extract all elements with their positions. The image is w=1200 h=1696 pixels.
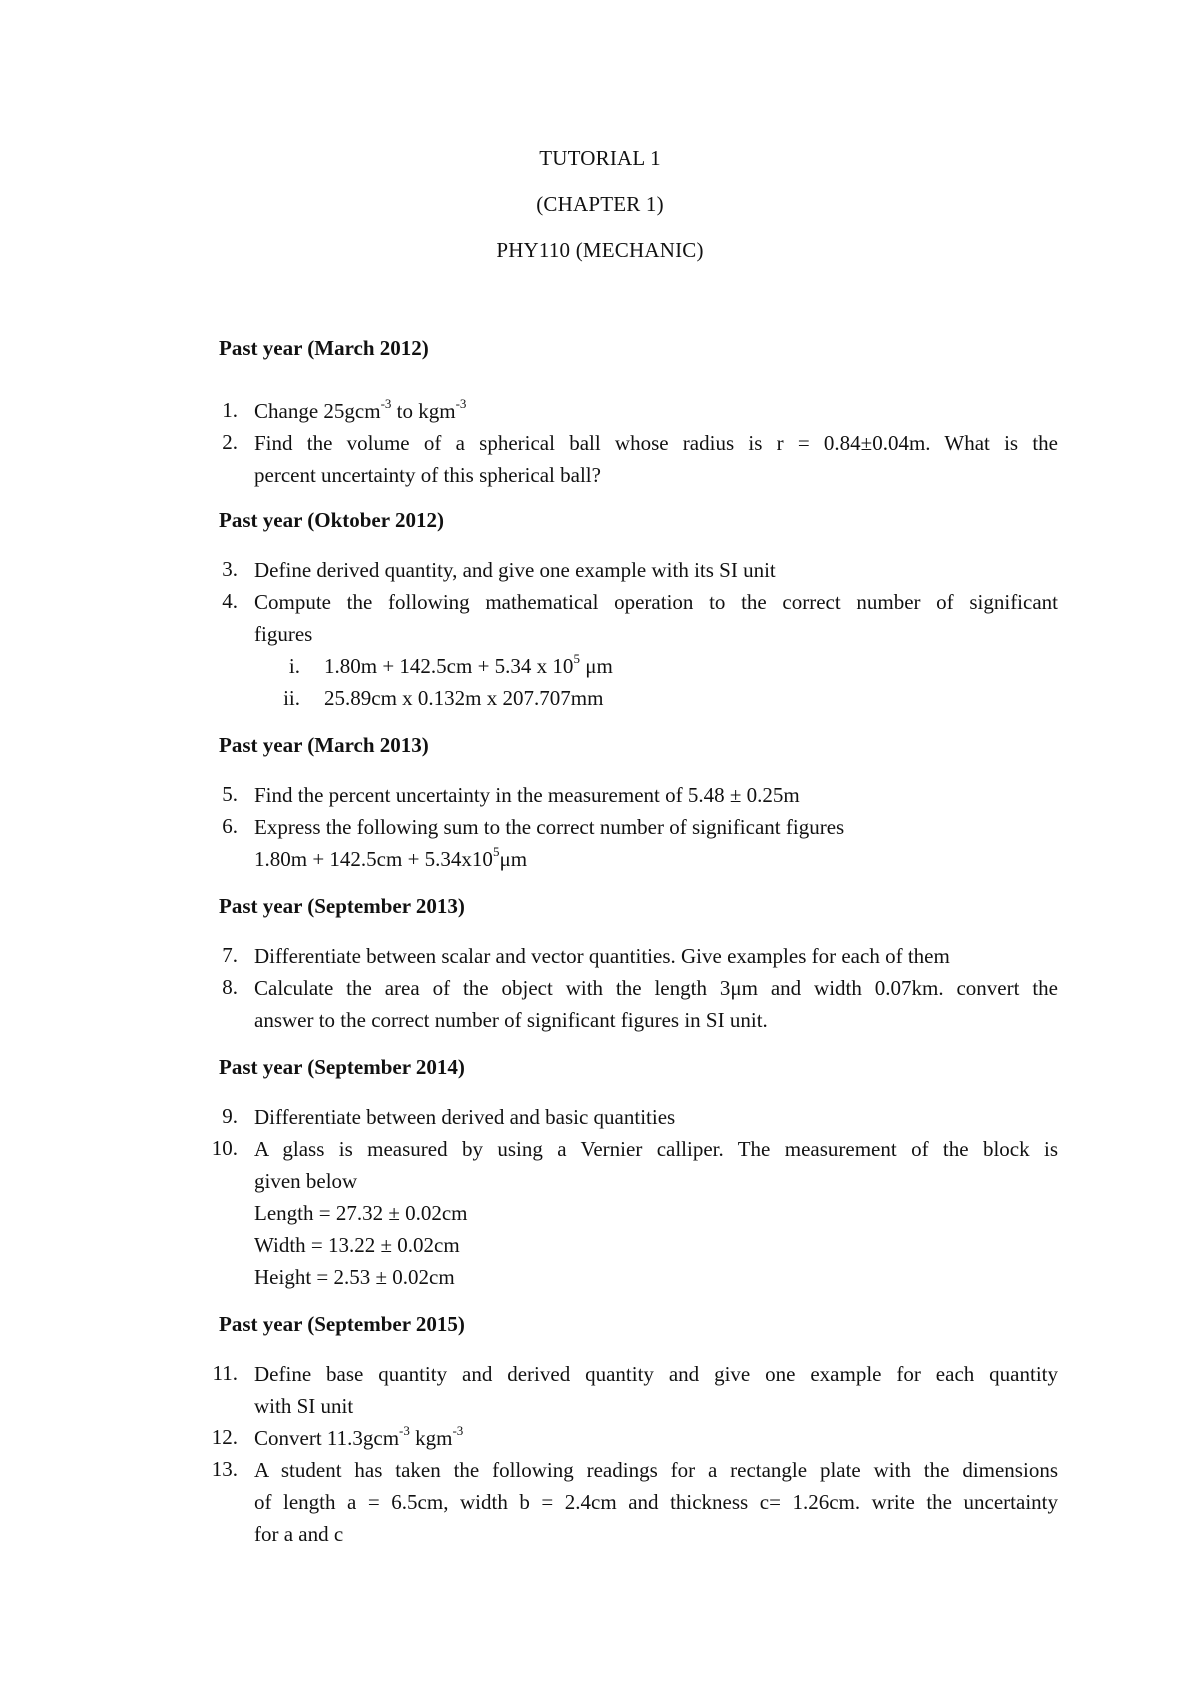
question-6-line-1: Express the following sum to the correct number of significant figures: [254, 815, 845, 839]
question-4-line-1: Compute the following mathematical operation to the correct number of significant: [254, 590, 1058, 614]
question-13-line-2: of length a = 6.5cm, width b = 2.4cm and thickness c= 1.26cm. write the uncertainty: [254, 1490, 1058, 1514]
question-number-9: 9.: [222, 1104, 238, 1128]
question-10-line-5: Height = 2.53 ± 0.02cm: [254, 1265, 455, 1289]
question-number-7: 7.: [222, 943, 238, 967]
question-11-line-1: Define base quantity and derived quantity and give one example for each quantity: [254, 1362, 1058, 1386]
question-number-6: 6.: [222, 814, 238, 838]
question-1-exp-b: -3: [455, 396, 467, 411]
question-number-3: 3.: [222, 557, 238, 581]
question-3-line-1: Define derived quantity, and give one example with its SI unit: [254, 558, 776, 582]
question-2-line-1: Find the volume of a spherical ball whose radius is r = 0.84±0.04m. What is the: [254, 431, 1058, 455]
question-12: [254, 1425, 1058, 1451]
section-title-march-2013: Past year (March 2013): [219, 733, 429, 757]
question-12-exp-b: -3: [452, 1423, 464, 1438]
question-12-text-a: Convert 11.3gcm: [254, 1426, 400, 1450]
question-10-line-4: Width = 13.22 ± 0.02cm: [254, 1233, 460, 1257]
question-6-line-2: [254, 846, 1058, 872]
question-number-1: 1.: [222, 398, 238, 422]
question-1-exp-a: -3: [380, 396, 392, 411]
question-7-line-1: Differentiate between scalar and vector quantities. Give examples for each of them: [254, 944, 950, 968]
sub-question-i-text-a: 1.80m + 142.5cm + 5.34 x 10: [324, 654, 574, 678]
question-number-8: 8.: [222, 975, 238, 999]
question-1-text-a: Change 25gcm: [254, 399, 381, 423]
course-title: PHY110 (MECHANIC): [496, 238, 704, 262]
question-9-line-1: Differentiate between derived and basic quantities: [254, 1105, 676, 1129]
question-number-4: 4.: [222, 589, 238, 613]
question-10-line-3: Length = 27.32 ± 0.02cm: [254, 1201, 468, 1225]
sub-question-i-exp: 5: [573, 651, 580, 666]
question-6-text-a: 1.80m + 142.5cm + 5.34x10: [254, 847, 493, 871]
sub-question-ii: 25.89cm x 0.132m x 207.707mm: [324, 686, 604, 710]
question-2-line-2: percent uncertainty of this spherical ball?: [254, 463, 601, 487]
question-12-exp-a: -3: [399, 1423, 410, 1438]
question-number-13: 13.: [211, 1457, 238, 1481]
question-10-line-2: given below: [254, 1169, 358, 1193]
question-number-2: 2.: [222, 430, 238, 454]
section-title-september-2015: Past year (September 2015): [219, 1312, 465, 1336]
question-number-11: 11.: [212, 1361, 238, 1385]
question-6-exp: 5: [492, 844, 500, 859]
question-number-5: 5.: [222, 782, 238, 806]
question-6-text-b: μm: [499, 847, 528, 871]
question-11-line-2: with SI unit: [254, 1394, 354, 1418]
question-10-line-1: A glass is measured by using a Vernier calliper. The measurement of the block is: [254, 1137, 1058, 1161]
question-8-line-1: Calculate the area of the object with the length 3μm and width 0.07km. convert the: [254, 976, 1058, 1000]
section-title-september-2014: Past year (September 2014): [219, 1055, 465, 1079]
section-title-march-2012: Past year (March 2012): [219, 336, 429, 360]
section-title-oktober-2012: Past year (Oktober 2012): [219, 508, 444, 532]
section-title-september-2013: Past year (September 2013): [219, 894, 465, 918]
question-12-text-b: kgm: [409, 1426, 453, 1450]
tutorial-title: TUTORIAL 1: [539, 146, 661, 170]
question-number-12: 12.: [211, 1425, 238, 1449]
sub-question-i: [324, 653, 613, 679]
sub-question-i-text-b: μm: [579, 654, 613, 678]
question-8-line-2: answer to the correct number of significant figures in SI unit.: [254, 1008, 768, 1032]
question-1: [254, 398, 1058, 424]
sub-question-number-i: i.: [288, 654, 300, 678]
question-number-10: 10.: [211, 1136, 238, 1160]
sub-question-number-ii: ii.: [283, 686, 300, 710]
chapter-title: (CHAPTER 1): [536, 192, 664, 216]
question-13-line-3: for a and c: [254, 1522, 344, 1546]
question-13-line-1: A student has taken the following readings for a rectangle plate with the dimensions: [254, 1458, 1058, 1482]
question-4-line-2: figures: [254, 622, 313, 646]
question-5-line-1: Find the percent uncertainty in the measurement of 5.48 ± 0.25m: [254, 783, 800, 807]
question-1-text-b: to kgm: [391, 399, 456, 423]
